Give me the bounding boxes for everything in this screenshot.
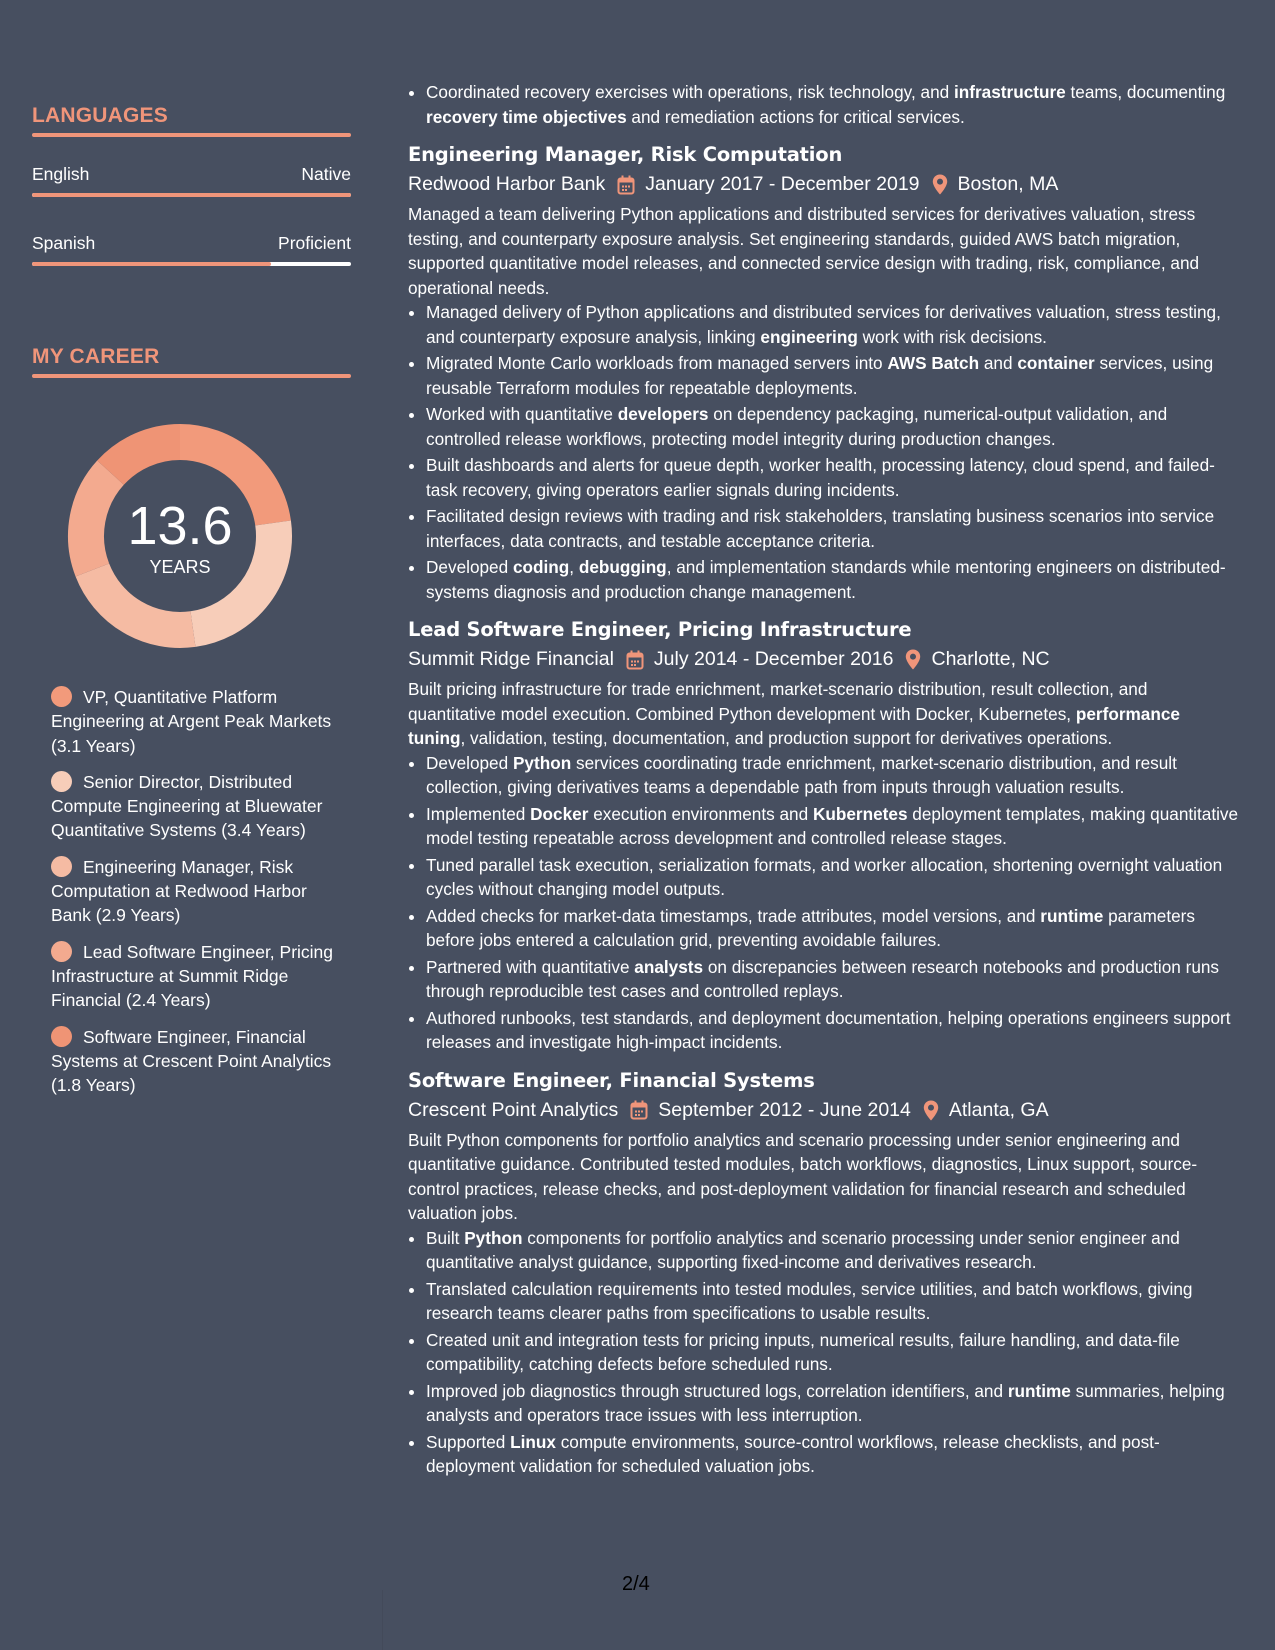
career-item — [51, 855, 351, 928]
calendar-icon — [630, 1100, 648, 1120]
language-level: Proficient — [278, 233, 351, 253]
bullet-item: • Built Python components for portfolio analytics and scenario processing under senior engineer and quantitative analyst guidance, supporting fixed-income and derivatives research. — [426, 1226, 1240, 1275]
job-location: Atlanta, GA — [948, 1098, 1049, 1121]
career-dot — [51, 941, 72, 962]
map-pin-icon — [905, 649, 921, 670]
language-bar — [32, 193, 351, 197]
career-dot — [51, 686, 72, 707]
job-entry — [408, 1069, 1240, 1479]
language-bar-fill — [32, 193, 351, 197]
job-company: Summit Ridge Financial — [408, 648, 614, 670]
career-item — [51, 770, 351, 843]
job-dates: January 2017 - December 2019 — [645, 173, 920, 195]
language-name: English — [32, 164, 90, 184]
languages-title: LANGUAGES — [32, 104, 168, 127]
career-item-text: Software Engineer, Financial Systems at Crescent Point Analytics (1.8 Years) — [51, 1026, 332, 1096]
bullet-item: • Developed Python services coordinating trade enrichment, market-scenario distribution, and result collection, giving derivatives teams a dependable path from inputs through valuation results. — [426, 751, 1240, 800]
career-dot — [51, 771, 72, 792]
bullet-item: • Coordinated recovery exercises with operations, risk technology, and infrastructure teams, documenting recovery time objectives and remediation actions for critical services. — [426, 80, 1240, 129]
job-list — [408, 143, 1240, 1479]
bullet-item: • Improved job diagnostics through structured logs, correlation identifiers, and runtime summaries, helping analysts and operators trace issues with less interruption. — [426, 1379, 1240, 1428]
calendar-icon — [617, 175, 635, 195]
map-pin-icon — [923, 1100, 939, 1121]
job-bullets — [408, 300, 1240, 604]
career-rule — [32, 374, 351, 378]
bullet-item: • Partnered with quantitative analysts on discrepancies between research notebooks and production runs through reproducible test cases and controlled replays. — [426, 955, 1240, 1004]
language-bar — [32, 262, 351, 266]
bullet-item: • Tuned parallel task execution, serialization formats, and worker allocation, shortening overnight valuation cycles without changing model outputs. — [426, 853, 1240, 902]
experience-column — [408, 80, 1240, 1481]
job-entry — [408, 143, 1240, 604]
job-summary: Built Python components for portfolio analytics and scenario processing under senior engineering and quantitative guidance. Contributed tested modules, batch workflows, diagnostics, Linux support, source-control practices, release checks, and post-deployment validation for financial research and scheduled valuation jobs. — [408, 1129, 1198, 1223]
bullet-item: • Created unit and integration tests for pricing inputs, numerical results, failure handling, and data-file compatibility, catching defects before scheduled runs. — [426, 1328, 1240, 1377]
career-list — [51, 685, 351, 1109]
bullet-item: • Worked with quantitative developers on dependency packaging, numerical-output validation, and controlled release workflows, protecting model integrity during production changes. — [426, 402, 1240, 451]
career-item — [51, 940, 351, 1013]
page-number: 2/4 — [622, 1573, 650, 1595]
job-summary: Built pricing infrastructure for trade enrichment, market-scenario distribution, result collection, and quantitative model execution. Combined Python development with Docker, Kubernetes, performance tuning, validation, testing, documentation, and production support for derivatives operations. — [408, 679, 1180, 748]
career-dot — [51, 856, 72, 877]
bullet-item: • Authored runbooks, test standards, and deployment documentation, helping operations engineers support releases and investigate high-impact incidents. — [426, 1006, 1240, 1055]
previous-job-bullets — [408, 80, 1240, 129]
language-row-english — [32, 164, 351, 197]
language-level: Native — [301, 164, 351, 184]
career-item — [51, 1025, 351, 1098]
career-years-label: YEARS — [149, 556, 211, 577]
job-entry — [408, 618, 1240, 1055]
bullet-item: • Built dashboards and alerts for queue depth, worker health, processing latency, cloud spend, and failed-task recovery, giving operators earlier signals during incidents. — [426, 453, 1240, 502]
language-bar-fill — [32, 262, 271, 266]
career-donut-chart — [67, 423, 293, 649]
job-dates: July 2014 - December 2016 — [653, 648, 894, 670]
career-item — [51, 685, 351, 758]
job-bullets — [408, 1226, 1240, 1479]
job-summary: Managed a team delivering Python applications and distributed services for derivatives valuation, stress testing, and counterparty exposure analysis. Set engineering standards, guided AWS batch migration, supported quantitative model releases, and connected service design with trading, risk, compliance, and operational needs. — [408, 204, 1200, 298]
map-pin-icon — [932, 174, 948, 195]
career-total-years: 13.6 — [127, 495, 233, 556]
job-title: Lead Software Engineer, Pricing Infrastructure — [408, 618, 912, 641]
sidebar — [32, 0, 351, 1650]
language-name: Spanish — [32, 233, 96, 253]
calendar-icon — [626, 650, 644, 670]
job-meta — [408, 1099, 1240, 1122]
job-dates: September 2012 - June 2014 — [658, 1098, 911, 1121]
bullet-item: • Implemented Docker execution environments and Kubernetes deployment templates, making quantitative model testing repeatable across development and controlled release stages. — [426, 802, 1240, 851]
bullet-item: • Managed delivery of Python applications and distributed services for derivatives valuation, stress testing, and counterparty exposure analysis, linking engineering work with risk decisions. — [426, 300, 1240, 349]
language-row-spanish — [32, 233, 351, 266]
job-company: Crescent Point Analytics — [408, 1098, 619, 1121]
job-title: Engineering Manager, Risk Computation — [408, 143, 843, 166]
bullet-item: • Supported Linux compute environments, source-control workflows, release checklists, and post-deployment validation for scheduled valuation jobs. — [426, 1430, 1240, 1479]
career-item-text: Engineering Manager, Risk Computation at Redwood Harbor Bank (2.9 Years) — [51, 856, 307, 926]
job-bullets — [408, 751, 1240, 1055]
bullet-item: • Migrated Monte Carlo workloads from managed servers into AWS Batch and container services, using reusable Terraform modules for repeatable deployments. — [426, 351, 1240, 400]
job-company: Redwood Harbor Bank — [408, 173, 606, 195]
languages-rule — [32, 133, 351, 137]
bullet-item: • Developed coding, debugging, and implementation standards while mentoring engineers on distributed-systems diagnosis and production change management. — [426, 555, 1240, 604]
career-title: MY CAREER — [32, 345, 160, 368]
bullet-item: • Added checks for market-data timestamps, trade attributes, model versions, and runtime parameters before jobs entered a calculation grid, preventing avoidable failures. — [426, 904, 1240, 953]
job-meta — [408, 173, 1240, 196]
career-item-text: Senior Director, Distributed Compute Engineering at Bluewater Quantitative Systems (3.4 Years) — [51, 771, 323, 841]
career-dot — [51, 1026, 72, 1047]
bullet-item: • Facilitated design reviews with trading and risk stakeholders, translating business scenarios into service interfaces, data contracts, and testable acceptance criteria. — [426, 504, 1240, 553]
job-location: Boston, MA — [957, 173, 1059, 195]
job-title: Software Engineer, Financial Systems — [408, 1068, 815, 1092]
career-section-header — [32, 345, 351, 378]
job-location: Charlotte, NC — [931, 648, 1050, 670]
languages-section-header — [32, 104, 351, 137]
career-item-text: VP, Quantitative Platform Engineering at Argent Peak Markets (3.1 Years) — [51, 687, 332, 756]
bullet-item: • Translated calculation requirements into tested modules, service utilities, and batch workflows, giving research teams clearer paths from specifications to usable results. — [426, 1277, 1240, 1326]
job-meta — [408, 648, 1240, 671]
career-item-text: Lead Software Engineer, Pricing Infrastructure at Summit Ridge Financial (2.4 Years) — [51, 941, 334, 1011]
column-divider — [382, 1590, 383, 1650]
